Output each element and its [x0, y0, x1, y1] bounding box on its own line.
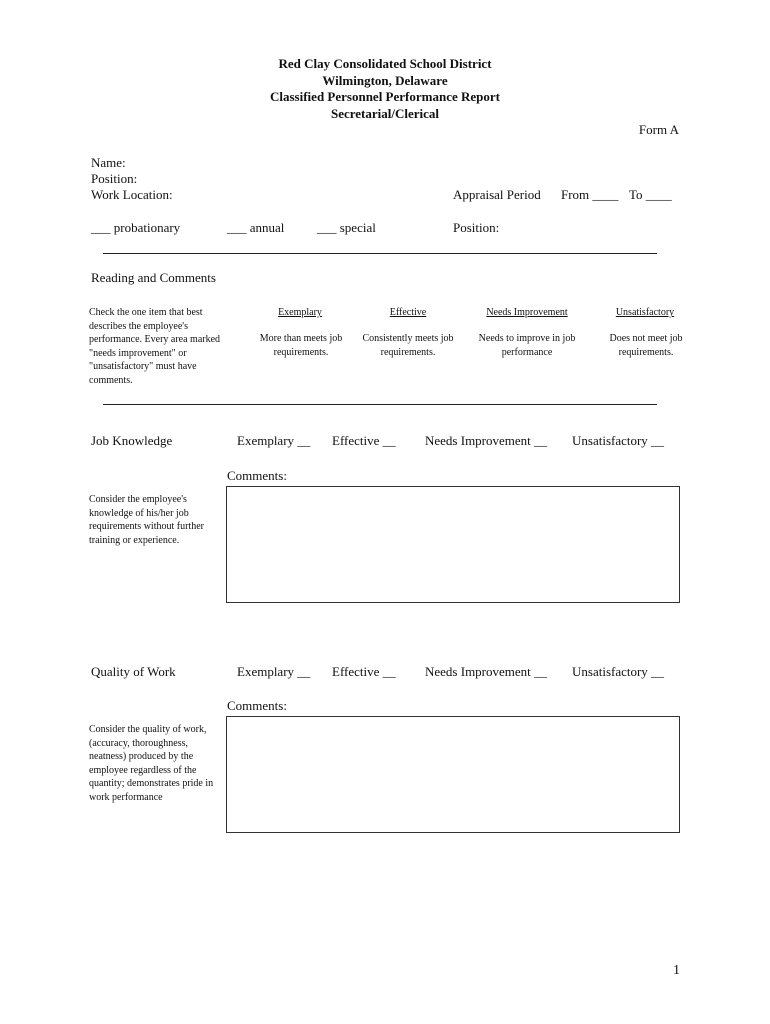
- quality-consider-note: Consider the quality of work, (accuracy, thoroughness, neatness) produced by the employee regardless of the quantity; demonstrates pride in work performance: [89, 724, 214, 803]
- column-heading-needs-improvement: Needs Improvement: [486, 307, 568, 318]
- quality-comments-box: [226, 716, 680, 833]
- column-desc-needs-improvement: Needs to improve in job performance: [478, 333, 576, 358]
- job-knowledge-option-exemplary: Exemplary __: [237, 433, 311, 448]
- column-desc-effective: Consistently meets job requirements.: [362, 333, 454, 358]
- column-heading-exemplary: Exemplary: [278, 307, 322, 318]
- report-subtitle: Secretarial/Clerical: [330, 105, 440, 121]
- section-title-quality-of-work: Quality of Work: [91, 664, 176, 679]
- period-from-field: From ____: [561, 187, 619, 202]
- job-knowledge-option-effective: Effective __: [332, 433, 396, 448]
- quality-option-unsatisfactory: Unsatisfactory __: [572, 664, 665, 679]
- column-heading-effective: Effective: [389, 307, 427, 318]
- work-location-label: Work Location:: [91, 187, 173, 202]
- report-title: Classified Personnel Performance Report: [270, 89, 500, 104]
- reading-instructions: Check the one item that best describes the employee's performance. Every area marked "needs improvement" or "unsatisfactory" must have comments.: [89, 307, 221, 386]
- column-desc-exemplary: More than meets job requirements.: [259, 333, 343, 358]
- job-knowledge-comments-box: [226, 486, 680, 603]
- position-label: Position:: [91, 171, 138, 186]
- reading-title: Reading and Comments: [91, 270, 216, 285]
- job-knowledge-option-unsatisfactory: Unsatisfactory __: [572, 433, 665, 448]
- quality-option-needs-improvement: Needs Improvement __: [425, 664, 548, 679]
- special-checkbox: ___ special: [317, 220, 376, 235]
- period-to-field: To ____: [629, 187, 672, 202]
- position-label-2: Position:: [453, 220, 500, 235]
- page-number: 1: [673, 963, 680, 978]
- appraisal-period-label: Appraisal Period: [453, 187, 541, 202]
- district-name: Red Clay Consolidated School District: [278, 56, 492, 71]
- district-location: Wilmington, Delaware: [322, 72, 448, 88]
- job-knowledge-comments-label: Comments:: [227, 468, 287, 483]
- column-heading-unsatisfactory: Unsatisfactory: [615, 307, 675, 318]
- divider-2: [103, 404, 657, 405]
- job-knowledge-option-needs-improvement: Needs Improvement __: [425, 433, 548, 448]
- divider-1: [103, 253, 657, 254]
- quality-comments-label: Comments:: [227, 698, 287, 713]
- quality-option-effective: Effective __: [332, 664, 396, 679]
- annual-checkbox: ___ annual: [227, 220, 285, 235]
- name-label: Name:: [91, 155, 126, 170]
- probationary-checkbox: ___ probationary: [91, 220, 181, 235]
- section-title-job-knowledge: Job Knowledge: [91, 433, 173, 448]
- column-desc-unsatisfactory: Does not meet job requirements.: [609, 333, 683, 358]
- job-knowledge-consider-note: Consider the employee's knowledge of his/her job requirements without further training or experience.: [89, 494, 204, 546]
- form-label: Form A: [638, 122, 679, 137]
- quality-option-exemplary: Exemplary __: [237, 664, 311, 679]
